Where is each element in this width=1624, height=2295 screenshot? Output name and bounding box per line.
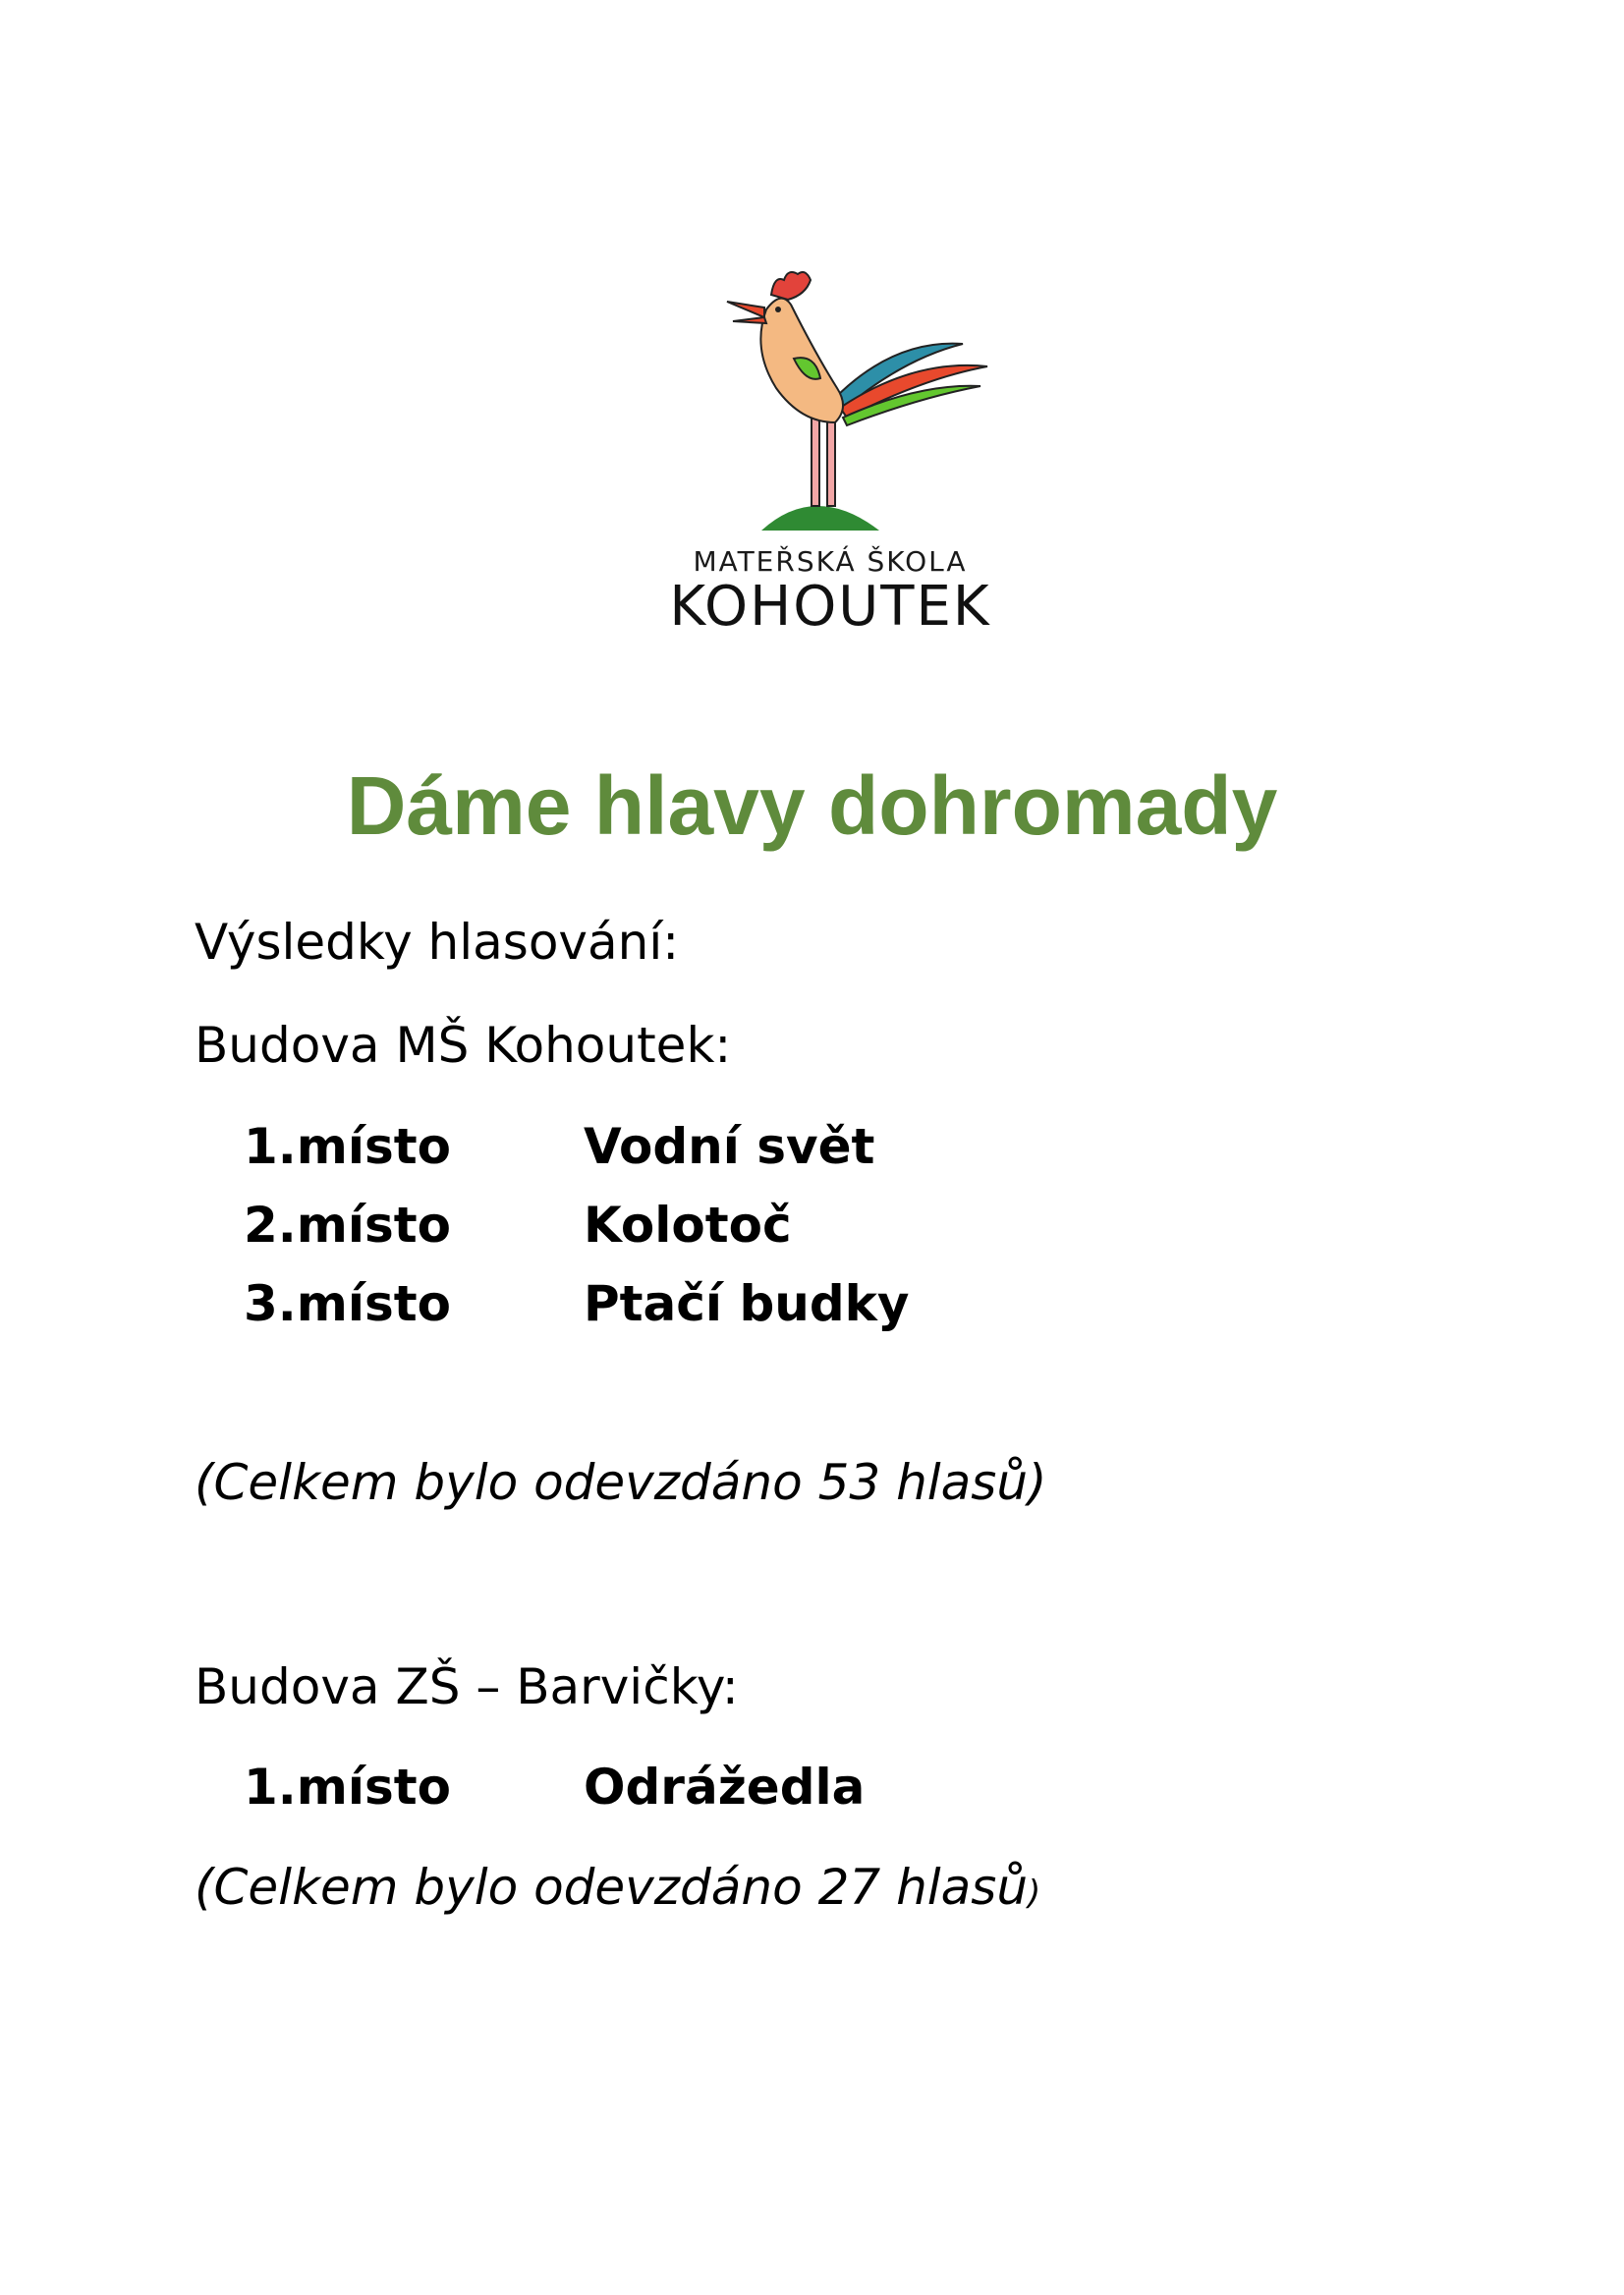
section2-place-1: 1.místo (244, 1759, 452, 1816)
school-logo (668, 260, 992, 644)
section2-note-end: ) (1028, 1874, 1041, 1913)
section1-note: (Celkem bylo odevzdáno 53 hlasů) (195, 1454, 1047, 1511)
section2-note-main: (Celkem bylo odevzdáno 27 hlasů (195, 1859, 1029, 1916)
section1-place-1: 1.místo (244, 1118, 452, 1175)
section1-heading: Budova MŠ Kohoutek: (195, 1017, 732, 1074)
section1-result-2: Kolotoč (584, 1197, 792, 1254)
rooster-icon (668, 260, 992, 555)
section2-heading: Budova ZŠ – Barvičky: (195, 1658, 739, 1715)
section1-place-2: 2.místo (244, 1197, 452, 1254)
logo-text-school: MATEŘSKÁ ŠKOLA (693, 545, 968, 578)
section2-result-1: Odrážedla (584, 1759, 866, 1816)
section1-place-3: 3.místo (244, 1275, 452, 1332)
section2-note (195, 1859, 1040, 1916)
section1-result-3: Ptačí budky (584, 1275, 910, 1332)
logo-text-name: KOHOUTEK (669, 575, 991, 639)
intro-text: Výsledky hlasování: (195, 914, 680, 971)
section1-result-1: Vodní svět (584, 1118, 875, 1175)
page-title: Dáme hlavy dohromady (346, 759, 1278, 852)
